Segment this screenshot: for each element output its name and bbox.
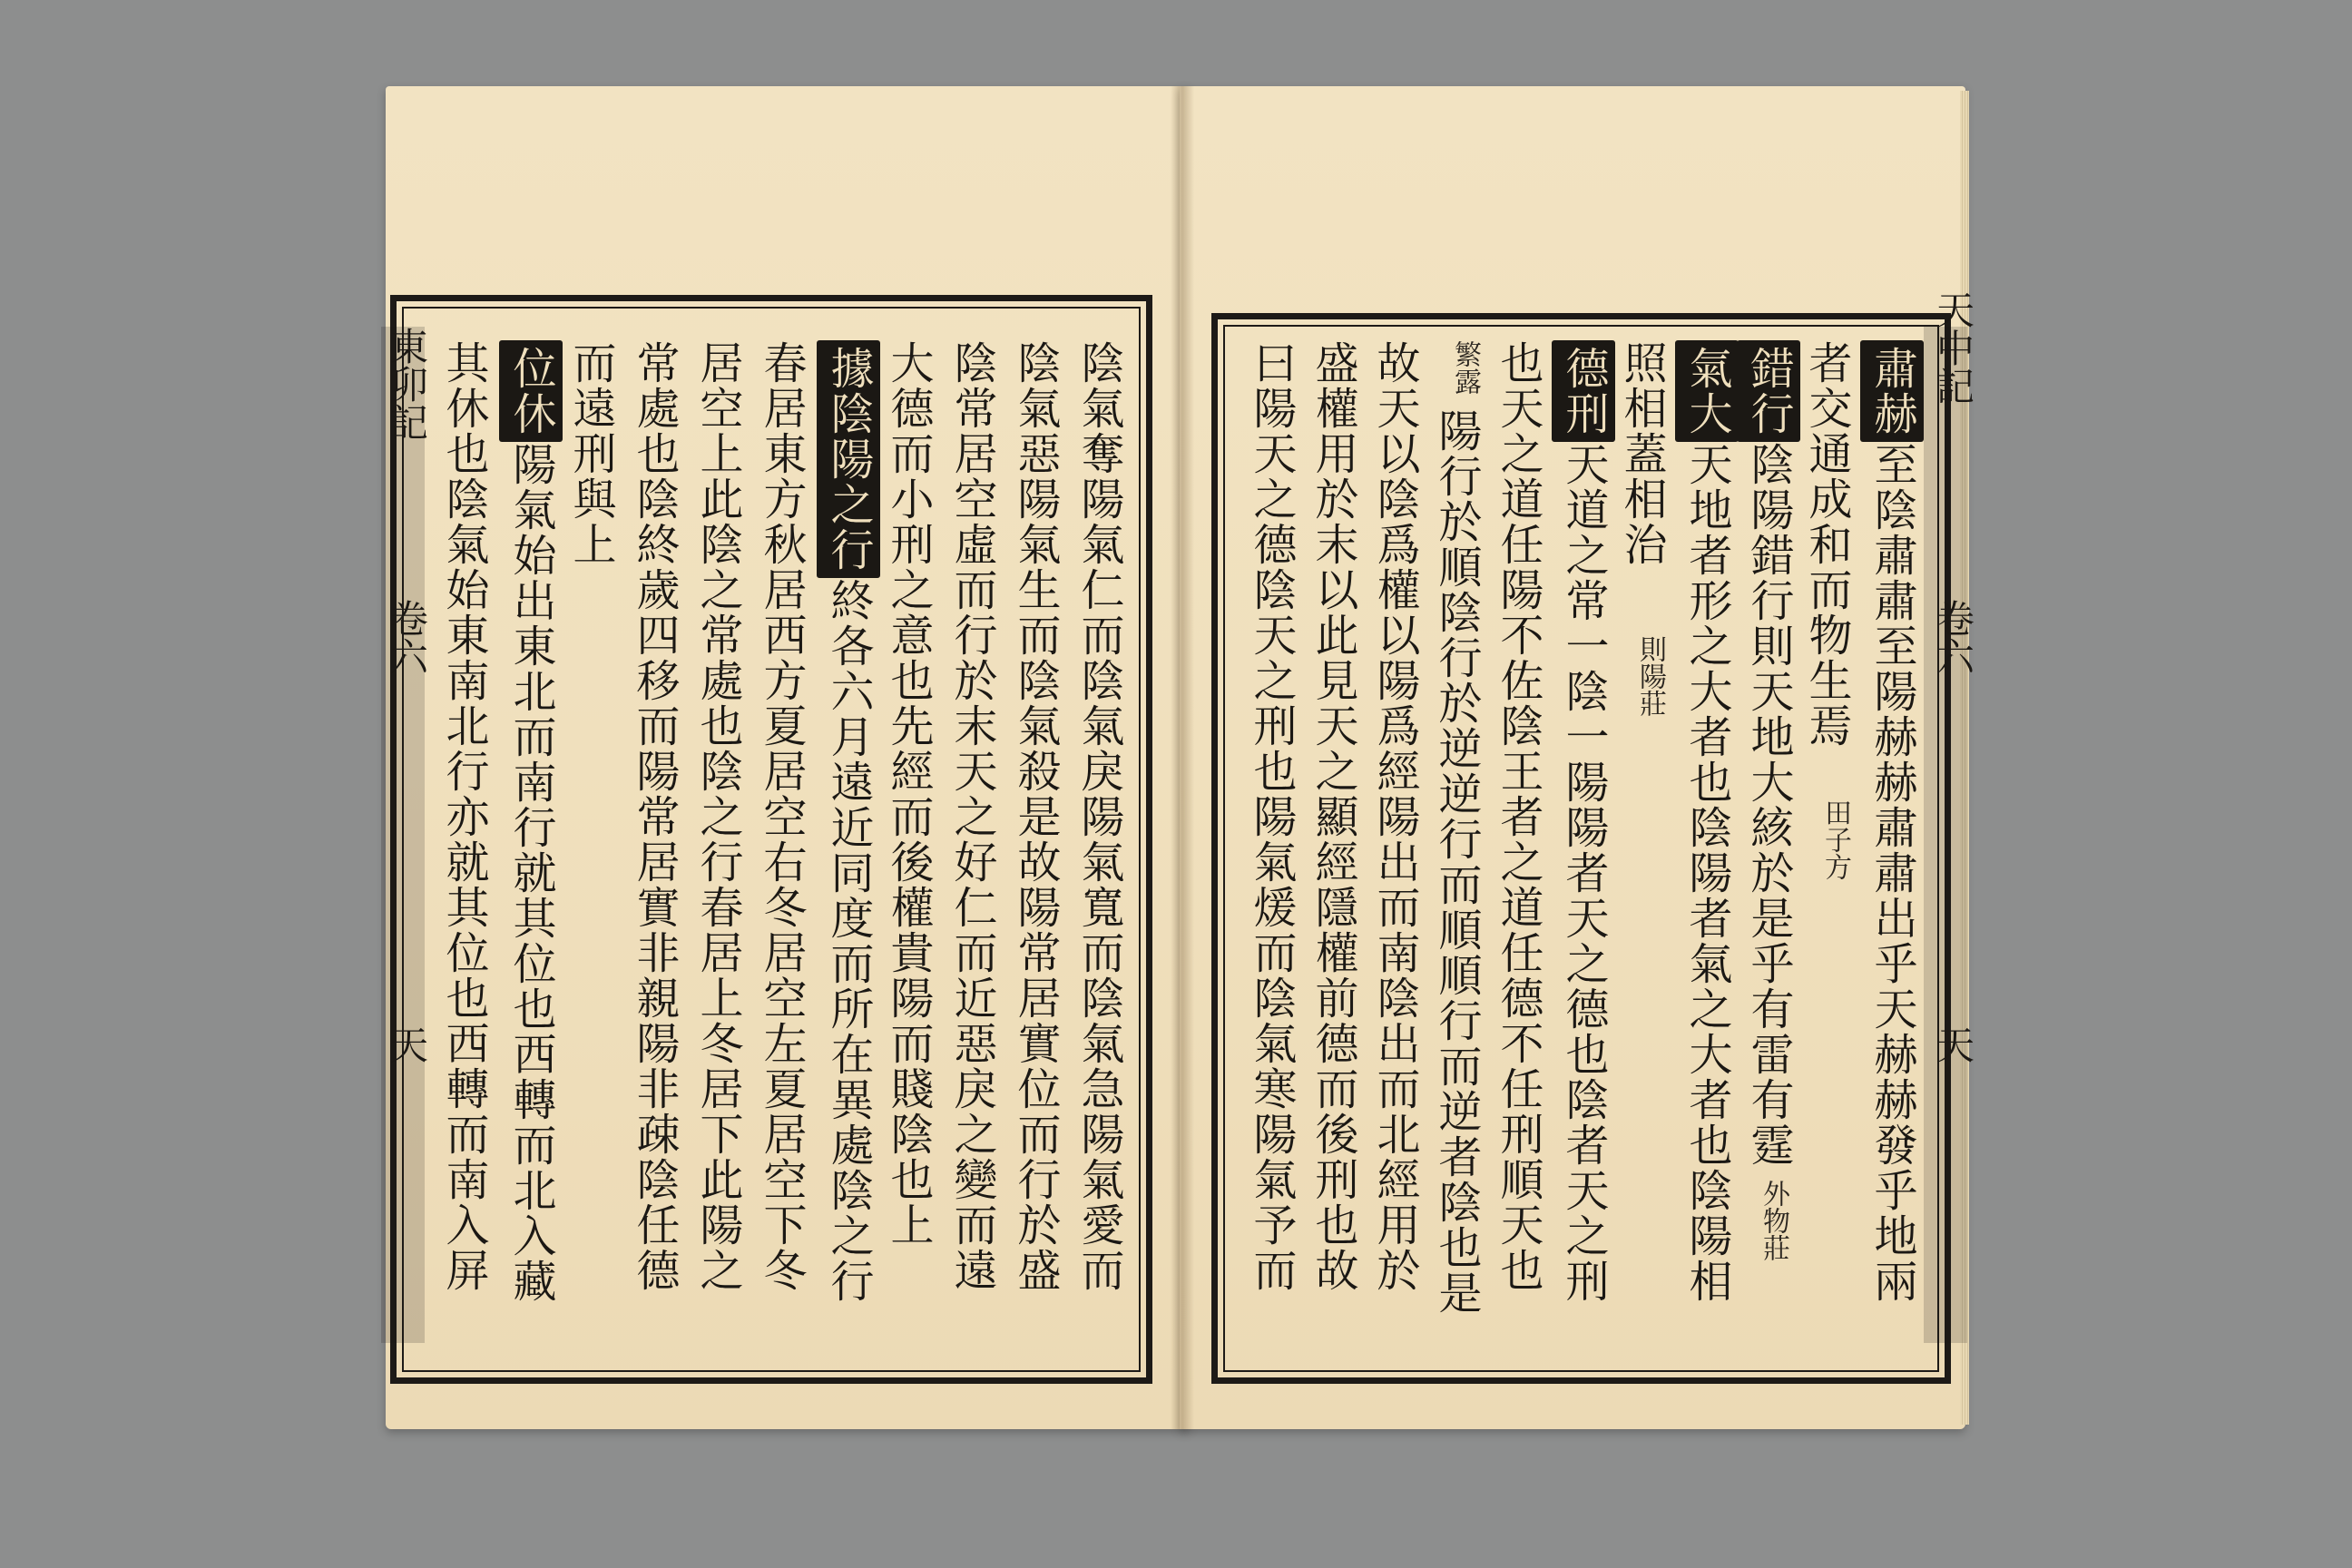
left-center-char: 天 bbox=[385, 1025, 429, 1063]
right-col-9: 故天以陰爲權以陽爲經陽出而南陰出而北經用於 bbox=[1369, 340, 1420, 1293]
section-heading: 位休 bbox=[499, 340, 563, 442]
right-center-title: 天中記 bbox=[1931, 290, 1975, 405]
right-col-4: 氣大天地者形之大者也陰陽者氣之大者也陰陽相 bbox=[1675, 340, 1739, 1304]
right-col-1: 肅赫至陰肅肅至陽赫赫肅肅出乎天赫赫發乎地兩 bbox=[1860, 340, 1924, 1304]
left-center-strip bbox=[381, 327, 425, 1343]
book-gutter bbox=[1171, 86, 1194, 1429]
section-heading: 氣大 bbox=[1675, 340, 1739, 442]
right-col-7: 也天之道任陽不佐陰王者之道任德不任刑順天也 bbox=[1493, 340, 1544, 1293]
left-col-6: 春居東方秋居西方夏居空右冬居空左夏居空下冬 bbox=[756, 340, 807, 1293]
left-center-title: 東卯記 bbox=[385, 327, 429, 441]
left-col-3: 陰常居空虛而行於末天之好仁而近惡戾之變而遠 bbox=[946, 340, 997, 1293]
right-col-3: 錯行陰陽錯行則天地大絯於是乎有雷有霆 bbox=[1737, 340, 1800, 1168]
left-center-volume: 卷六 bbox=[385, 599, 429, 675]
right-center-strip bbox=[1924, 327, 1967, 1343]
left-col-8: 常處也陰終歲四移而陽常居實非親陽非疎陰任德 bbox=[629, 340, 680, 1293]
right-col-11: 曰陽天之德陰天之刑也陽氣煖而陰氣寒陽氣予而 bbox=[1246, 340, 1297, 1293]
right-col-6: 德刑天道之常一陰一陽陽者天之德也陰者天之刑 bbox=[1552, 340, 1615, 1304]
section-heading: 肅赫 bbox=[1860, 340, 1924, 442]
section-heading: 錯行 bbox=[1737, 340, 1800, 442]
left-col-1: 陰氣奪陽氣仁而陰氣戾陽氣寬而陰氣急陽氣愛而 bbox=[1073, 340, 1124, 1293]
section-heading: 據陰陽之行 bbox=[817, 340, 880, 578]
right-col-2-note: 田子方 bbox=[1819, 799, 1851, 880]
right-col-5-note: 則陽莊 bbox=[1634, 635, 1666, 717]
left-col-5: 據陰陽之行終各六月遠近同度而所在異處陰之行 bbox=[817, 340, 880, 1304]
right-center-char: 天 bbox=[1931, 1025, 1975, 1063]
right-col-3-note: 外物莊 bbox=[1758, 1180, 1789, 1261]
left-col-2: 陰氣惡陽氣生而陰氣殺是故陽常居實位而行於盛 bbox=[1010, 340, 1061, 1293]
right-col-2: 者交通成和而物生焉 bbox=[1801, 340, 1852, 749]
right-col-8: 陽行於順陰行於逆逆行而順順行而逆者陰也是 bbox=[1431, 408, 1482, 1316]
right-col-10: 盛權用於末以此見天之顯經隱權前德而後刑也故 bbox=[1308, 340, 1358, 1293]
left-col-11: 其休也陰氣始東南北行亦就其位也西轉而南入屏 bbox=[438, 340, 489, 1293]
right-col-8-note: 繁露 bbox=[1449, 340, 1481, 395]
left-col-4: 大德而小刑之意也先經而後權貴陽而賤陰也上 bbox=[883, 340, 934, 1248]
right-col-5: 照相蓋相治 bbox=[1616, 340, 1667, 567]
left-col-9: 而遠刑與上 bbox=[565, 340, 616, 567]
left-col-7: 居空上此陰之常處也陰之行春居上冬居下此陽之 bbox=[692, 340, 743, 1293]
section-heading: 德刑 bbox=[1552, 340, 1615, 442]
right-center-volume: 卷六 bbox=[1931, 599, 1975, 675]
left-col-10: 位休陽氣始出東北而南行就其位也西轉而北入藏 bbox=[499, 340, 563, 1304]
